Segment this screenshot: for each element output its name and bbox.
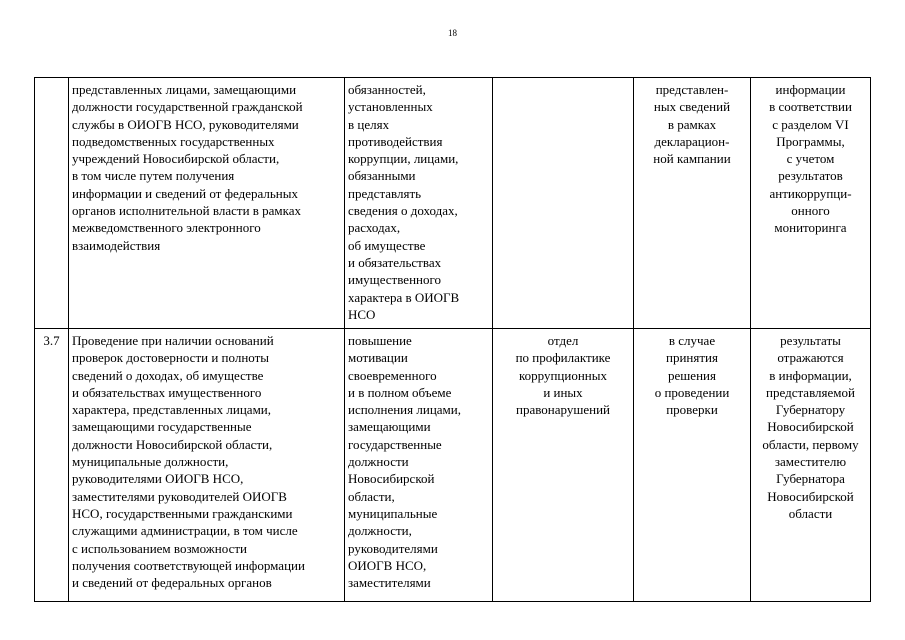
text-line: в случае xyxy=(668,333,716,348)
text-line: характера, представленных лицами, xyxy=(72,402,272,418)
text-line: отдел xyxy=(547,333,579,348)
text-line: об имуществе xyxy=(348,237,426,253)
text-line: Проведение при наличии оснований xyxy=(72,333,274,348)
page-number: 18 xyxy=(448,28,457,38)
text-line: с учетом xyxy=(786,151,835,167)
text-line: Новосибирской xyxy=(767,419,854,435)
measure-cell xyxy=(69,329,345,602)
row-number-cell xyxy=(35,78,69,329)
text-line: характера в ОИОГВ xyxy=(348,289,460,305)
text-line: исполнения лицами, xyxy=(348,402,461,418)
text-line: в целях xyxy=(348,116,390,132)
executor-cell xyxy=(493,329,634,602)
text-line: заместителями руководителей ОИОГВ xyxy=(72,488,287,504)
text-line: принятия xyxy=(666,350,718,366)
text-line: установленных xyxy=(348,99,433,115)
text-line: коррупционных xyxy=(518,367,607,383)
text-line: с разделом VI xyxy=(772,116,849,132)
text-line: обязанностей, xyxy=(348,82,426,97)
text-line: в рамках xyxy=(667,116,717,132)
text-line: представленных лицами, замещающими xyxy=(72,82,297,97)
text-line: и обязательствах xyxy=(348,254,442,270)
text-line: результаты xyxy=(780,333,841,348)
text-line: должности Новосибирской области, xyxy=(72,436,273,452)
text-line: НСО xyxy=(348,306,376,322)
text-line: области, первому xyxy=(762,436,859,452)
text-line: сведений о доходах, об имуществе xyxy=(72,367,264,383)
text-line: результатов xyxy=(778,168,843,184)
term-cell xyxy=(634,329,751,602)
text-line: муниципальные xyxy=(348,505,438,521)
text-line: онного xyxy=(791,203,830,219)
row-number-cell: 3.7 xyxy=(35,329,69,602)
measure-cell xyxy=(69,78,345,329)
text-line: проверок достоверности и полноты xyxy=(72,350,270,366)
text-line: сведения о доходах, xyxy=(348,203,458,219)
text-line: в том числе путем получения xyxy=(72,168,235,184)
table-row xyxy=(35,329,871,602)
text-line: в информации, xyxy=(769,367,852,383)
text-line: и сведений от федеральных органов xyxy=(72,575,272,591)
text-line: повышение xyxy=(348,333,412,348)
text-line: представлен- xyxy=(655,82,729,97)
text-line: проверки xyxy=(666,402,718,418)
text-line: имущественного xyxy=(348,272,441,288)
text-line: коррупции, лицами, xyxy=(348,151,459,167)
text-line: о проведении xyxy=(654,384,730,400)
text-line: учреждений Новосибирской области, xyxy=(72,151,280,167)
text-line: представлять xyxy=(348,185,422,201)
text-line: должности xyxy=(348,454,409,470)
result-cell xyxy=(751,329,871,602)
text-line: межведомственного электронного xyxy=(72,220,261,236)
text-line: ОИОГВ НСО, xyxy=(348,557,427,573)
measures-table xyxy=(34,77,871,602)
purpose-cell xyxy=(345,329,493,602)
executor-cell xyxy=(493,78,634,329)
text-line: органов исполнительной власти в рамках xyxy=(72,203,302,219)
text-line: служащими администрации, в том числе xyxy=(72,523,298,539)
text-line: антикоррупци- xyxy=(769,185,852,201)
text-line: мотивации xyxy=(348,350,408,366)
text-line: мониторинга xyxy=(774,220,847,236)
text-line: НСО, государственными гражданскими xyxy=(72,505,293,521)
text-line: области xyxy=(788,505,833,521)
text-line: Губернатора xyxy=(776,471,845,487)
text-line: с использованием возможности xyxy=(72,540,247,556)
text-line: заместителю xyxy=(774,454,847,470)
text-line: и иных xyxy=(543,384,583,400)
text-line: подведомственных государственных xyxy=(72,133,275,149)
text-line: государственные xyxy=(348,436,442,452)
text-line: и в полном объеме xyxy=(348,384,452,400)
text-line: отражаются xyxy=(777,350,844,366)
text-line: информации и сведений от федеральных xyxy=(72,185,298,201)
text-line: муниципальные должности, xyxy=(72,454,229,470)
text-line: руководителями xyxy=(348,540,438,556)
purpose-cell xyxy=(345,78,493,329)
text-line: расходах, xyxy=(348,220,401,236)
result-cell xyxy=(751,78,871,329)
text-line: Новосибирской xyxy=(767,488,854,504)
text-line: по профилактике xyxy=(515,350,611,366)
text-line: должности, xyxy=(348,523,412,539)
text-line: декларацион- xyxy=(654,133,730,149)
text-line: Программы, xyxy=(776,133,845,149)
text-line: Новосибирской xyxy=(348,471,435,487)
text-line: замещающими государственные xyxy=(72,419,252,435)
table-row xyxy=(35,78,871,329)
text-line: представляемой xyxy=(766,384,855,400)
text-line: информации xyxy=(775,82,846,97)
text-line: Губернатору xyxy=(775,402,846,418)
text-line: обязанными xyxy=(348,168,416,184)
text-line: ных сведений xyxy=(653,99,731,115)
text-line: и обязательствах имущественного xyxy=(72,384,262,400)
term-cell xyxy=(634,78,751,329)
text-line: области, xyxy=(348,488,395,504)
text-line: своевременного xyxy=(348,367,437,383)
text-line: заместителями xyxy=(348,575,431,591)
text-line: руководителями ОИОГВ НСО, xyxy=(72,471,244,487)
text-line: в соответствии xyxy=(769,99,852,115)
text-line: получения соответствующей информации xyxy=(72,557,305,573)
text-line: службы в ОИОГВ НСО, руководителями xyxy=(72,116,299,132)
text-line: взаимодействия xyxy=(72,237,161,253)
text-line: ной кампании xyxy=(653,151,731,167)
text-line: правонарушений xyxy=(516,402,610,418)
text-line: решения xyxy=(668,367,716,383)
text-line: противодействия xyxy=(348,133,443,149)
text-line: замещающими xyxy=(348,419,431,435)
text-line: должности государственной гражданской xyxy=(72,99,303,115)
